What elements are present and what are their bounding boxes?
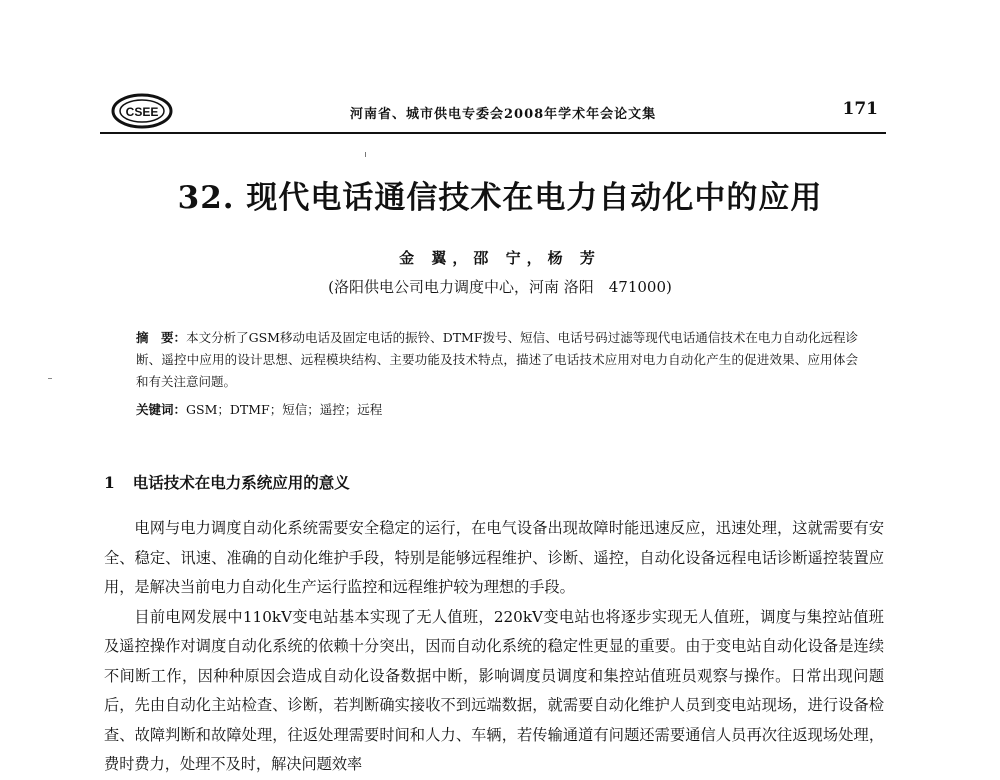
page-header	[100, 84, 886, 134]
abstract-text: 本文分析了GSM移动电话及固定电话的振铃、DTMF拨号、短信、电话号码过滤等现代电话通信技术在电力自动化远程诊断、遥控中应用的设计思想、远程模块结构、主要功能及技术特点，描述了电话技术应用对电力自动化产生的促进效果、应用体会和有关注意问题。	[136, 330, 858, 389]
paragraph: 电网与电力调度自动化系统需要安全稳定的运行，在电气设备出现故障时能迅速反应，迅速处理，这就需要有安全、稳定、讯速、准确的自动化维护手段，特别是能够远程维护、诊断、遥控，自动化设备远程电话诊断遥控装置应用，是解决当前电力自动化生产运行监控和远程维护较为理想的手段。	[104, 519, 884, 596]
keywords-label: 关键词：	[136, 402, 187, 417]
article-title: 32. 现代电话通信技术在电力自动化中的应用	[177, 180, 823, 216]
paragraph: 目前电网发展中110kV变电站基本实现了无人值班，220kV变电站也将逐步实现无人值班，调度与集控站值班及遥控操作对调度自动化系统的依赖十分突出，因而自动化系统的稳定性更显的重要。由于变电站自动化设备是连续不间断工作，因种种原因会造成自动化设备数据中断，影响调度员调度和集控站值班员观察与操作。日常出现问题后，先由自动化主站检查、诊断，若判断确实接收不到远端数据，就需要自动化维护人员到变电站现场，进行设备检查、故障判断和故障处理，往返处理需要时间和人力、车辆，若传输通道有问题还需要通信人员再次往返现场处理，费时费力，处理不及时，解决问题效率	[104, 607, 884, 773]
journal-title: 河南省、城市供电专委会2008年学术年会论文集	[350, 107, 657, 122]
abstract	[136, 327, 858, 393]
section-heading	[104, 471, 350, 493]
page-number: 171	[842, 99, 878, 119]
logo-text: CSEE	[125, 105, 159, 119]
keywords-text: GSM；DTMF；短信；遥控；远程	[186, 402, 383, 417]
margin-mark	[48, 378, 52, 379]
header-rule	[100, 132, 886, 134]
abstract-label: 摘 要：	[136, 330, 187, 345]
scan-mark	[365, 152, 366, 157]
article-affiliation: (洛阳供电公司电力调度中心，河南 洛阳 471000)	[328, 278, 672, 296]
section-title: 电话技术在电力系统应用的意义	[132, 473, 350, 492]
section-number: 1	[104, 473, 115, 492]
article-authors: 金 翼，邵 宁，杨 芳	[399, 249, 601, 267]
keywords	[136, 400, 858, 418]
csee-logo	[110, 92, 174, 130]
body-text	[104, 514, 884, 780]
